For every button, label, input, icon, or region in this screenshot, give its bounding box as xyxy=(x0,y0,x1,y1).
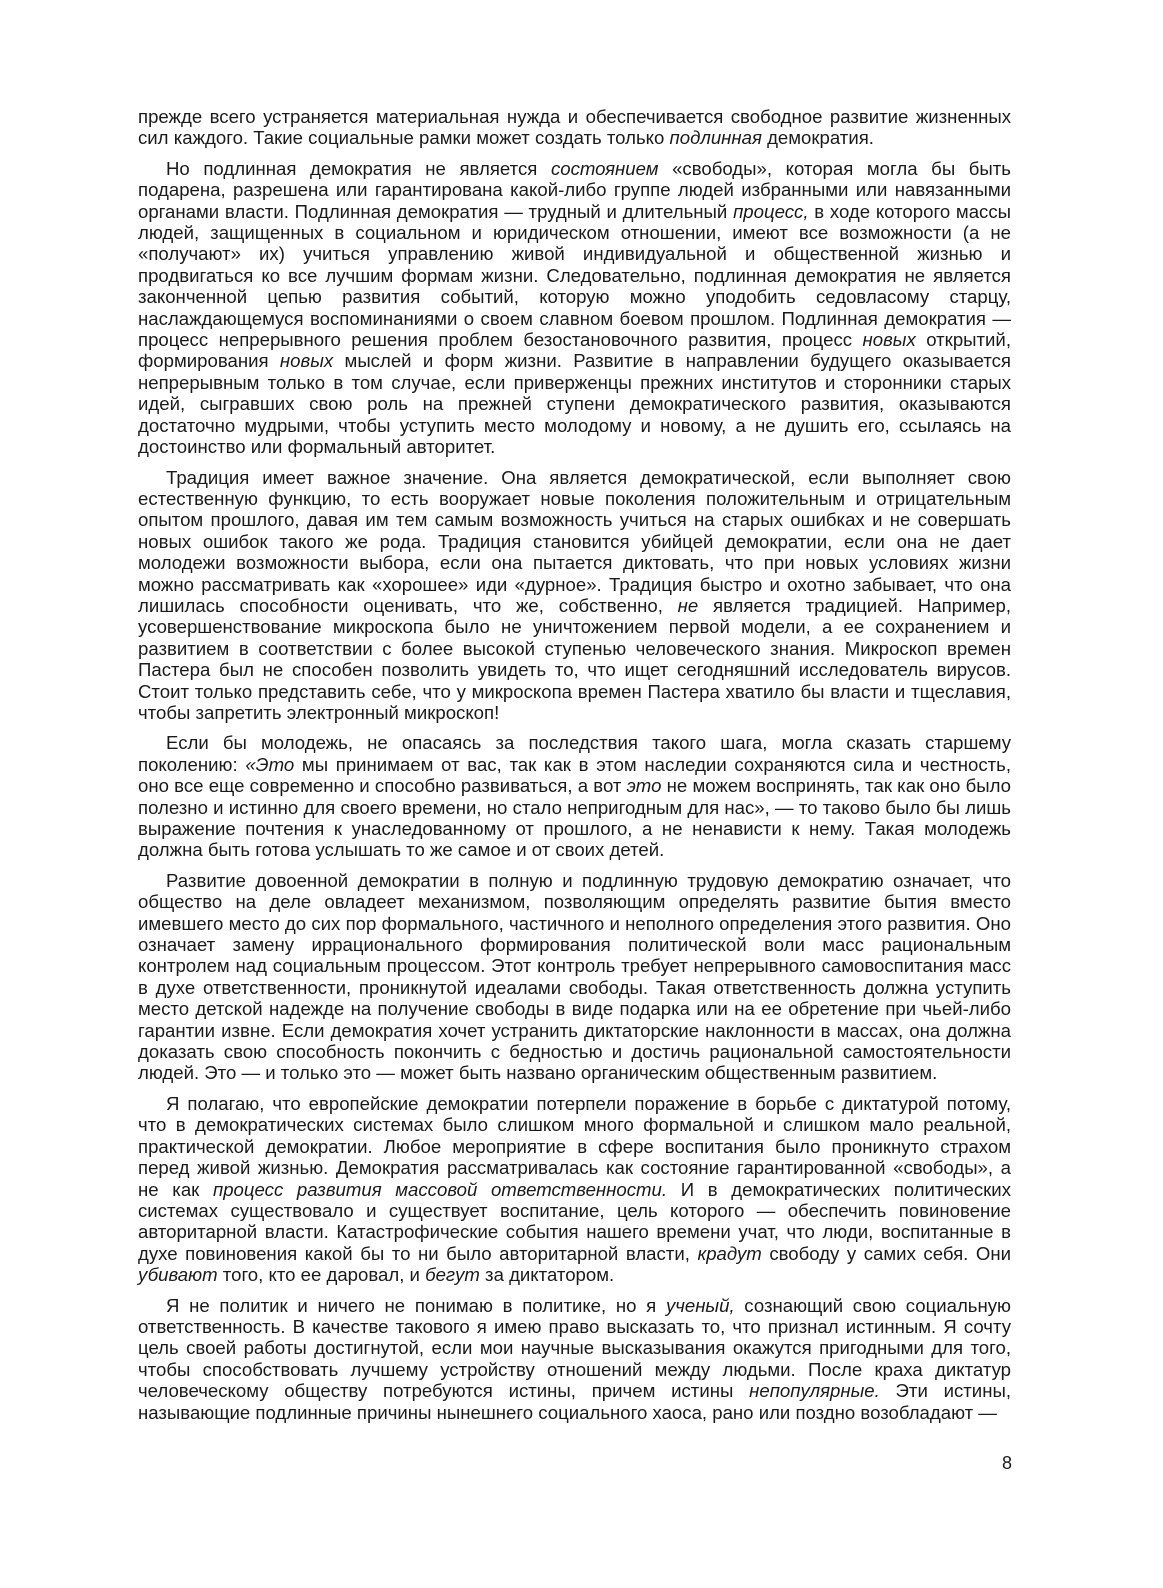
text-run: Традиция имеет важное значение. Она является демократической, если выполняет свою естественную функцию, то есть вооружает новые поколения положительным и отрицательным опытом прошлого, давая им тем самым возможность учиться на старых ошибках и не совершать новых ошибок такого же рода. Традиция становится убийцей демократии, если она не дает молодежи возможности выбора, если она пытается диктовать, что при новых условиях жизни можно рассматривать как «хорошее» иди «дурное». Традиция быстро и охотно забывает, что она лишилась способности оценивать, что же, собственно, xyxy=(138,466,1011,616)
text-run: Если бы молодежь, не опасаясь за последствия такого шага, могла сказать старшему поколению: xyxy=(138,732,1011,775)
italic-text: не xyxy=(677,594,699,616)
italic-text: состоянием xyxy=(550,157,659,179)
paragraph xyxy=(138,158,1011,458)
paragraph xyxy=(138,1093,1011,1286)
text-run: демократия. xyxy=(761,127,874,149)
text-run: Я полагаю, что европейские демократии потерпели поражение в борьбе с диктатурой потому, что в демократических системах было слишком много формальной и слишком мало реальной, практической демократии. Любое мероприятие в сфере воспитания было проникнуто страхом перед живой жизнью. Демократия рассматривалась как состояние гарантированной «свободы», а не как xyxy=(138,1092,1011,1200)
italic-text: подлинная xyxy=(669,127,762,149)
text-run: свободу у самих себя. Они xyxy=(761,1242,1011,1264)
page-number: 8 xyxy=(1001,1453,1012,1473)
document-body xyxy=(138,106,1011,1432)
italic-text: новых xyxy=(862,329,916,351)
italic-text: процесс, xyxy=(733,200,809,222)
paragraph xyxy=(138,467,1011,724)
italic-text: крадут xyxy=(697,1242,762,1264)
italic-text: ученый, xyxy=(665,1294,735,1316)
text-run: не можем воспринять, так как оно было полезно и истинно для своего времени, но стало непригодным для нас», — то таково было бы лишь выражение почтения к унаследованному от прошлого, а не ненависти к нему. Такая молодежь должна быть готова услышать то же самое и от своих детей. xyxy=(138,775,1012,861)
text-run: Я не политик и ничего не понимаю в политике, но я xyxy=(166,1294,666,1316)
text-run: мыслей и форм жизни. Развитие в направлении будущего оказывается непрерывным только в том случае, если приверженцы прежних институтов и сторонники старых идей, сыгравших свою роль на прежней ступени демократического развития, оказываются достаточно мудрыми, чтобы уступить место молодому и новому, а не душить его, ссылаясь на достоинство или формальный авторитет. xyxy=(138,350,1012,458)
italic-text: новых xyxy=(279,350,334,372)
text-run: в ходе которого массы людей, защищенных в социальном и юридическом отношении, имеют все возможности (а не «получают» их) учиться управлению живой индивидуальной и общественной жизнью и продвигаться ко все лучшим формам жизни. Следовательно, подлинная демократия не является законченной цепью развития событий, которую можно уподобить седовласому старцу, наслаждающемуся воспоминаниями о своем славном боевом прошлом. Подлинная демократия — процесс непрерывного решения проблем безостановочного развития, процесс xyxy=(138,200,1011,351)
text-run: является традицией. Например, усовершенствование микроскопа было не уничтожением первой модели, а ее сохранением и развитием в соответствии с более высокой ступенью человеческого знания. Микроскоп времен Пастера был не способен позволить увидеть то, что ищет сегодняшний исследователь вирусов. Стоит только представить себе, что у микроскопа времен Пастера хватило бы власти и тщеславия, чтобы запретить электронный микроскоп! xyxy=(138,594,1011,723)
paragraph xyxy=(138,1295,1011,1423)
text-run: того, кто ее даровал, и xyxy=(217,1264,426,1286)
italic-text: это xyxy=(626,775,662,797)
text-run: Но подлинная демократия не является xyxy=(166,157,551,179)
text-run: «свободы», которая могла бы быть подарена, разрешена или гарантирована какой-либо группе людей избранными или навязанными органами власти. Подлинная демократия — трудный и длительный xyxy=(138,157,1011,222)
text-run: прежде всего устраняется материальная нужда и обеспечивается свободное развитие жизненных сил каждого. Такие социальные рамки может создать только xyxy=(138,106,1011,149)
italic-text: убивают xyxy=(138,1264,218,1286)
text-run: за диктатором. xyxy=(479,1264,615,1286)
paragraph xyxy=(138,106,1011,149)
text-run: Эти истины, называющие подлинные причины нынешнего социального хаоса, рано или поздно возобладают — xyxy=(138,1380,1011,1423)
text-run: мы принимаем от вас, так как в этом наследии сохраняются сила и честность, оно все еще современно и способно развиваться, а вот xyxy=(138,753,1012,797)
italic-text: «Это xyxy=(245,753,295,775)
text-run: открытий, формирования xyxy=(138,329,1011,372)
text-run: И в демократических политических системах существовало и существует воспитание, цель которого — обеспечить повиновение авторитарной власти. Катастрофические события нашего времени учат, что люди, воспитанные в духе повиновения какой бы то ни было авторитарной власти, xyxy=(138,1178,1011,1264)
italic-text: непопулярные. xyxy=(749,1380,880,1402)
paragraph xyxy=(138,870,1011,1084)
text-run: сознающий свою социальную ответственность. В качестве такового я имею право высказать то, что признал истинным. Я сочту цель своей работы достигнутой, если мои научные высказывания окажутся пригодными для того, чтобы способствовать лучшему устройству отношений между людьми. После краха диктатур человеческому обществу потребуются истины, причем истины xyxy=(138,1294,1011,1402)
text-run: Развитие довоенной демократии в полную и подлинную трудовую демократию означает, что общество на деле овладеет механизмом, позволяющим определять развитие бытия вместо имевшего место до сих пор формального, частичного и неполного определения этого развития. Оно означает замену иррационального формирования политической воли масс рациональным контролем над социальным процессом. Этот контроль требует непрерывного самовоспитания масс в духе ответственности, проникнутой идеалами свободы. Такая ответственность должна уступить место детской надежде на получение свободы в виде подарка или на ее обретение при чьей-либо гарантии извне. Если демократия хочет устранить диктаторские наклонности в массах, она должна доказать свою способность покончить с бедностью и достичь рациональной самостоятельности людей. Это — и только это — может быть названо органическим общественным развитием. xyxy=(138,869,1011,1084)
paragraph xyxy=(138,732,1011,860)
italic-text: бегут xyxy=(425,1264,480,1286)
italic-text: процесс развития массовой ответственности. xyxy=(212,1178,668,1200)
